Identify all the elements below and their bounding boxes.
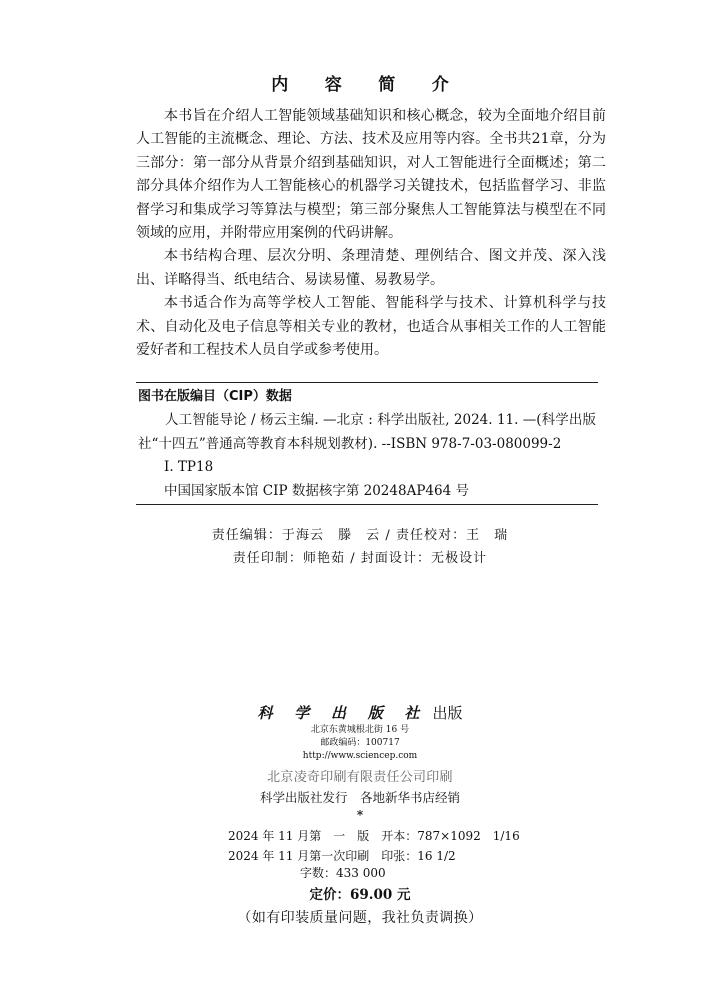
quality-notice: （如有印装质量问题，我社负责调换） bbox=[237, 910, 483, 926]
word-count-line: 字数：433 000 bbox=[300, 866, 386, 880]
publisher-name: 科 学 出 版 社 bbox=[257, 704, 428, 722]
cip-data-box bbox=[136, 382, 598, 505]
publisher-address: 北京东黄城根北街 16 号 bbox=[310, 725, 410, 735]
publisher-line bbox=[0, 702, 720, 723]
separator-star: * bbox=[356, 808, 364, 822]
cip-classification: Ⅰ. TP18 bbox=[164, 459, 214, 476]
price-line: 定价：69.00 元 bbox=[309, 887, 411, 903]
intro-paragraph-3: 本书适合作为高等学校人工智能、智能科学与技术、计算机科学与技术、自动化及电子信息等相关专业的教材，也适合从事相关工作的人工智能爱好者和工程技术人员自学或参考使用。 bbox=[136, 295, 606, 359]
production-credits: 责任印制：师艳茹 / 封面设计：无极设计 bbox=[232, 551, 488, 566]
publisher-url: http://www.sciencep.com bbox=[302, 751, 418, 761]
cip-heading: 图书在版编目（CIP）数据 bbox=[138, 389, 292, 404]
page-title: 内 容 简 介 bbox=[271, 75, 465, 95]
distribution-line: 科学出版社发行 各地新华书店经销 bbox=[259, 790, 460, 805]
publisher-zip: 邮政编码：100717 bbox=[320, 738, 400, 748]
book-introduction bbox=[136, 105, 606, 362]
printing-line: 2024 年 11 月第一次印刷 印张：16 1/2 bbox=[228, 849, 456, 863]
printer-line: 北京凌奇印刷有限责任公司印刷 bbox=[267, 770, 453, 785]
cip-body: 人工智能导论 / 杨云主编. —北京 : 科学出版社, 2024. 11. —(科学出版社“十四五”普通高等教育本科规划教材). --ISBN 978-7-03-080099-2 bbox=[138, 411, 596, 452]
edition-line: 2024 年 11 月第 一 版 开本：787×1092 1/16 bbox=[228, 829, 520, 843]
intro-paragraph-1: 本书旨在介绍人工智能领域基础知识和核心概念，较为全面地介绍目前人工智能的主流概念、理论、方法、技术及应用等内容。全书共21章，分为三部分：第一部分从背景介绍到基础知识，对人工智能进行全面概述；第二部分具体介绍作为人工智能核心的机器学习关键技术，包括监督学习、非监督学习和集成学习等算法与模型；第三部分聚焦人工智能算法与模型在不同领域的应用，并附带应用案例的代码讲解。 bbox=[136, 108, 606, 242]
intro-paragraph-2: 本书结构合理、层次分明、条理清楚、理例结合、图文并茂、深入浅出、详略得当、纸电结合、易读易懂、易教易学。 bbox=[136, 248, 606, 288]
editor-credits: 责任编辑：于海云 滕 云 / 责任校对：王 瑞 bbox=[211, 528, 509, 543]
cip-record: 中国国家版本馆 CIP 数据核字第 20248AP464 号 bbox=[164, 483, 469, 500]
publisher-suffix: 出版 bbox=[432, 704, 463, 722]
